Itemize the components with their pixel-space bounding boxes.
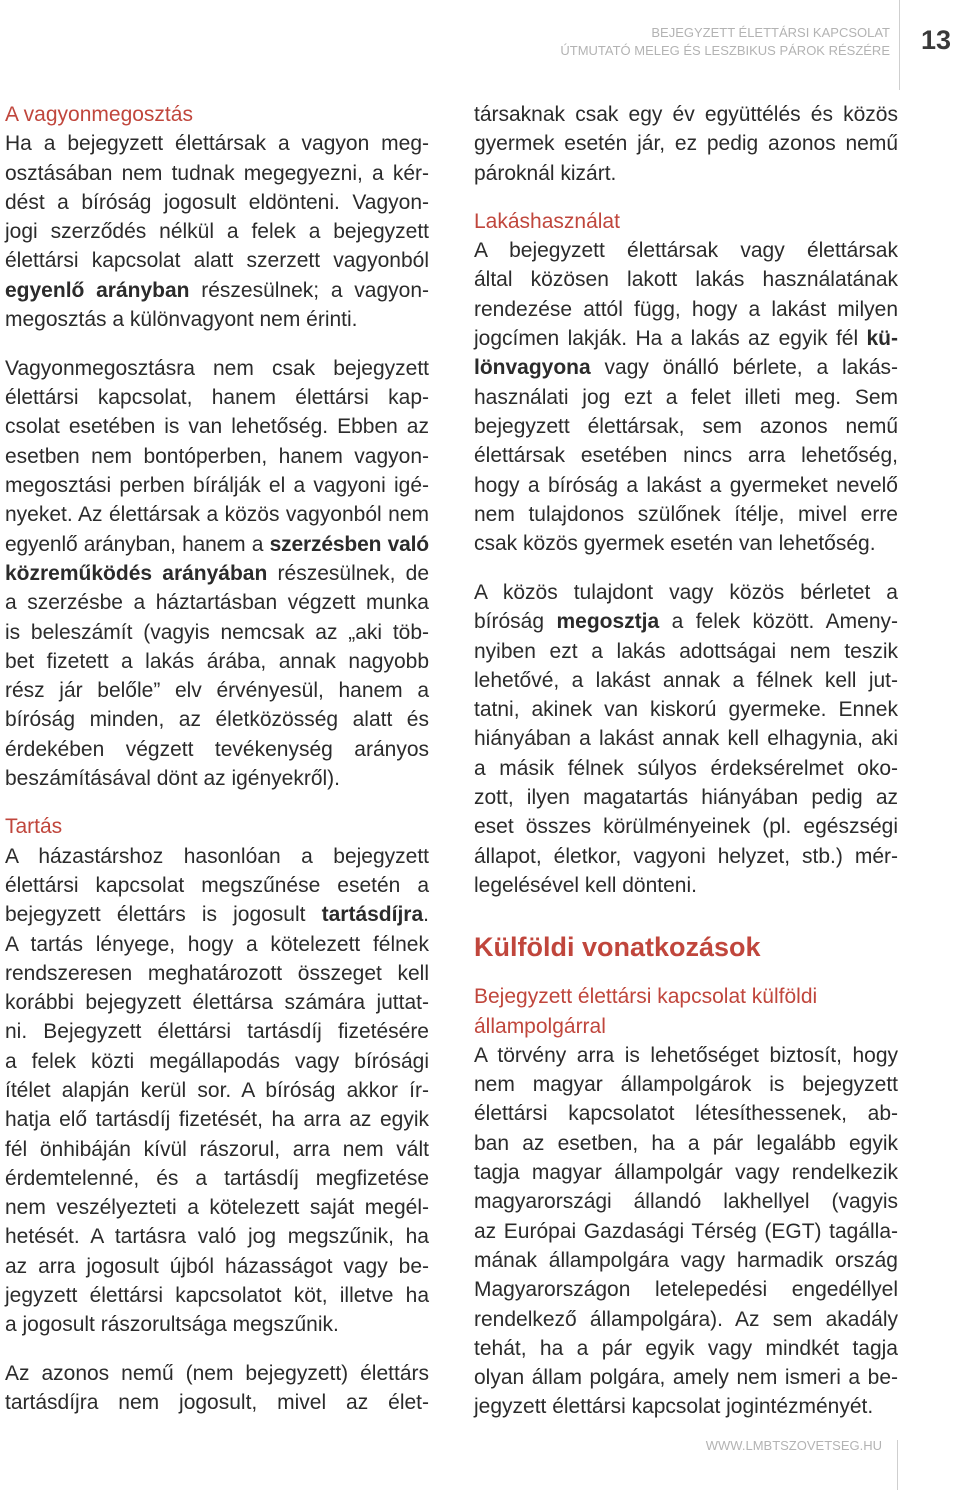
text-segment: jogcímen lakják. Ha a lakás az egyik fél [474, 327, 867, 351]
footer-website: WWW.LMBTSZOVETSEG.HU [705, 1438, 882, 1453]
text-line: Vagyonmegosztásra nem csak bejegyzett [5, 356, 429, 380]
text-line: beszámításával dönt az igényekről). [5, 767, 341, 791]
text-line: ni. Bejegyzett élettársi tartásdíj fizetésére [5, 1020, 429, 1044]
footer-divider [897, 1440, 898, 1490]
text-line: az arra jogosult újból házasságot vagy be- [5, 1254, 429, 1278]
paragraph [474, 100, 898, 188]
text-line: jogi szerződés nélkül a felek a bejegyzett [5, 220, 429, 244]
text-line [5, 559, 429, 588]
text-line: legelésével kell dönteni. [474, 873, 697, 897]
text-line: olyan állam polgára, amely nem ismeri a be- [474, 1366, 898, 1390]
bold-text: egyenlő arányban [5, 278, 190, 302]
bold-text: megosztja [556, 610, 660, 634]
text-line: hogy a bíróság a lakást a gyermeket nevelő [474, 473, 898, 497]
section-heading: A vagyonmegosztás [5, 103, 193, 126]
text-line: által közösen lakott lakás használatának [474, 268, 898, 292]
text-line: nyeket. Az élettársak a közös vagyonból nem [5, 503, 429, 527]
text-line: megosztás a különvagyont nem érinti. [5, 308, 358, 332]
header-divider [899, 0, 900, 90]
text-line: jegyzett élettársi kapcsolatot köt, illetve ha [5, 1284, 429, 1308]
text-line: rész jár belőle” elv érvényesül, hanem a [5, 679, 429, 703]
text-line: élettársi kapcsolat alatt szerzett vagyonból [5, 249, 429, 273]
text-line: jegyzett élettársi kapcsolat jogintézményét. [474, 1395, 874, 1419]
text-line: tatni, akinek van kiskorú gyermeke. Ennek [474, 698, 898, 722]
running-header-title: BEJEGYZETT ÉLETTÁRSI KAPCSOLAT [651, 25, 890, 40]
text-line: dést a bíróság jogosult eldönteni. Vagyon- [5, 190, 429, 214]
right-column [474, 100, 898, 1422]
text-line: rendelkező állampolgára). Az sem akadály [474, 1307, 898, 1331]
text-segment: egyenlő arányban, hanem a [5, 532, 270, 556]
text-line [474, 607, 898, 636]
subsection-heading-line: Bejegyzett élettársi kapcsolat külföldi [474, 985, 818, 1009]
text-line: is beleszámít (vagyis nemcsak az „aki töb- [5, 620, 429, 644]
paragraph [474, 1041, 898, 1422]
text-line: ítélet alapján kerül sor. A bíróság akkor ír- [5, 1079, 429, 1102]
text-line: osztásában nem tudnak megegyezni, a kér- [5, 161, 429, 185]
text-line: hatja elő tartásdíj fizetését, ha arra az egyik [5, 1108, 429, 1132]
bold-text: szerzésben való [269, 532, 429, 556]
text-segment: . [423, 903, 429, 927]
paragraph [474, 578, 898, 900]
text-line: nem magyar állampolgárok is bejegyzett [474, 1073, 898, 1097]
paragraph [5, 129, 429, 334]
text-line: nem tulajdonos szülőnek ítélje, mivel erre [474, 502, 898, 526]
text-line: rendszeresen meghatározott összeget kell [5, 961, 429, 985]
text-line: A tartás lényege, hogy a kötelezett félnek [5, 932, 429, 956]
text-line: érdemtelenné, és a tartásdíj megfizetése [5, 1166, 429, 1190]
text-line [5, 276, 429, 305]
text-line: fél önhibáján kívül rászorul, arra nem vált [5, 1137, 429, 1161]
text-line: csolat esetében is van lehetőség. Ebben az [5, 415, 429, 439]
text-line: érdekében végzett tevékenység arányos [5, 737, 429, 761]
text-line: megosztási perben bírálják el a vagyoni igé- [5, 474, 429, 498]
text-line: mának állampolgára vagy harmadik ország [474, 1248, 898, 1272]
text-line: csak közös gyermek esetén van lehetőség. [474, 532, 876, 556]
text-line: pároknál kizárt. [474, 161, 617, 185]
text-line: a szerzésbe a háztartásban végzett munka [5, 591, 429, 615]
text-line: élettársi kapcsolat megszűnése esetén a [5, 873, 429, 897]
section-title: Külföldi vonatkozások [474, 931, 761, 962]
text-line: zott, ilyen magatartás hiányában pedig az [474, 786, 898, 810]
subsection-heading [474, 982, 898, 1041]
text-line: Magyarországon letelepedési engedéllyel [474, 1278, 898, 1302]
text-segment: vagy önálló bérlete, a lakás- [590, 356, 898, 380]
text-line [5, 530, 429, 559]
text-line [5, 900, 429, 929]
text-line: élettársi kapcsolatot létesíthessenek, ab- [474, 1102, 898, 1126]
text-line: hiányában a lakást annak kell elhagynia, aki [474, 727, 898, 751]
page-number: 13 [921, 25, 952, 55]
text-line: Az azonos nemű (nem bejegyzett) élettárs [5, 1362, 429, 1386]
text-line: társaknak csak egy év együttélés és közös [474, 103, 898, 126]
text-line: A közös tulajdont vagy közös bérletet a [474, 580, 898, 604]
bold-text: tartásdíjra [321, 903, 424, 927]
text-line: lehetővé, a lakást annak a félnek kell jut- [474, 668, 898, 692]
left-column [5, 100, 429, 1418]
text-segment: a felek között. Ameny- [659, 610, 898, 634]
text-line: az Európai Gazdasági Térség (EGT) tagálla- [474, 1219, 898, 1243]
text-line: A bejegyzett élettársak vagy élettársak [474, 239, 898, 263]
paragraph [5, 842, 429, 1340]
text-line: A törvény arra is lehetőséget biztosít, hogy [474, 1043, 898, 1067]
text-line: gyermek esetén jár, ez pedig azonos nemű [474, 132, 898, 156]
text-line: esetben nem bontóperben, hanem vagyon- [5, 444, 429, 468]
text-line: használati jog ezt a felet illeti meg. Sem [474, 385, 898, 409]
text-segment: bejegyzett élettárs is jogosult [5, 903, 322, 927]
text-line: bejegyzett élettársak, sem azonos nemű [474, 414, 898, 438]
paragraph [5, 354, 429, 793]
text-line: eset összes körülményeinek (pl. egészségi [474, 815, 898, 839]
text-line: nem veszélyezteti a kötelezett saját megél- [5, 1196, 429, 1220]
paragraph [5, 1359, 429, 1418]
running-header-subtitle: ÚTMUTATÓ MELEG ÉS LESZBIKUS PÁROK RÉSZÉRE [560, 43, 890, 58]
text-line: bet fizetett a lakás árába, annak nagyobb [5, 649, 429, 673]
text-line: rendezése attól függ, hogy a lakást milyen [474, 297, 898, 321]
bold-text: kü- [866, 327, 898, 351]
text-line: tartásdíjra nem jogosult, mivel az élet- [5, 1391, 429, 1415]
text-line: élettársak esetében nincs arra lehetőség, [474, 444, 898, 468]
text-line: Ha a bejegyzett élettársak a vagyon meg- [5, 132, 429, 156]
text-line: a másik félnek súlyos érdeksérelmet oko- [474, 756, 898, 780]
text-segment: részesülnek; a vagyon- [189, 278, 429, 302]
text-line: ban az esetben, ha a pár legalább egyik [474, 1131, 898, 1155]
section-heading: Tartás [5, 815, 63, 839]
text-line: nyiben ezt a lakás adottságai nem teszik [474, 639, 898, 663]
bold-text: közreműködés arányában [5, 561, 268, 585]
text-line: tagja magyar állampolgár vagy rendelkezik [474, 1161, 898, 1185]
text-line: állapot, életkor, vagyoni helyzet, stb.) mér- [474, 844, 898, 868]
bold-text: lönvagyona [474, 356, 591, 380]
text-line: magyarországi állandó lakhellyel (vagyis [474, 1190, 898, 1214]
text-line: a jogosult rászorultsága megszűnik. [5, 1313, 339, 1337]
text-segment: részesülnek, de [267, 561, 430, 585]
text-line: bíróság minden, az életközösség alatt és [5, 708, 429, 732]
section-heading: Lakáshasználat [474, 209, 620, 233]
text-line: hetését. A tartásra való jog megszűnik, ha [5, 1225, 429, 1249]
text-line [474, 324, 898, 353]
text-line: korábbi bejegyzett élettársa számára juttat- [5, 991, 429, 1015]
text-line [474, 353, 898, 382]
text-line: tehát, ha a pár egyik vagy mindkét tagja [474, 1336, 898, 1360]
text-segment: bíróság [474, 610, 557, 634]
paragraph [474, 236, 898, 558]
text-line: élettársi kapcsolat, hanem élettársi kap- [5, 386, 429, 410]
text-line: a felek közti megállapodás vagy bírósági [5, 1049, 429, 1073]
subsection-heading-line: állampolgárral [474, 1014, 606, 1038]
text-line: A házastárshoz hasonlóan a bejegyzett [5, 844, 429, 868]
